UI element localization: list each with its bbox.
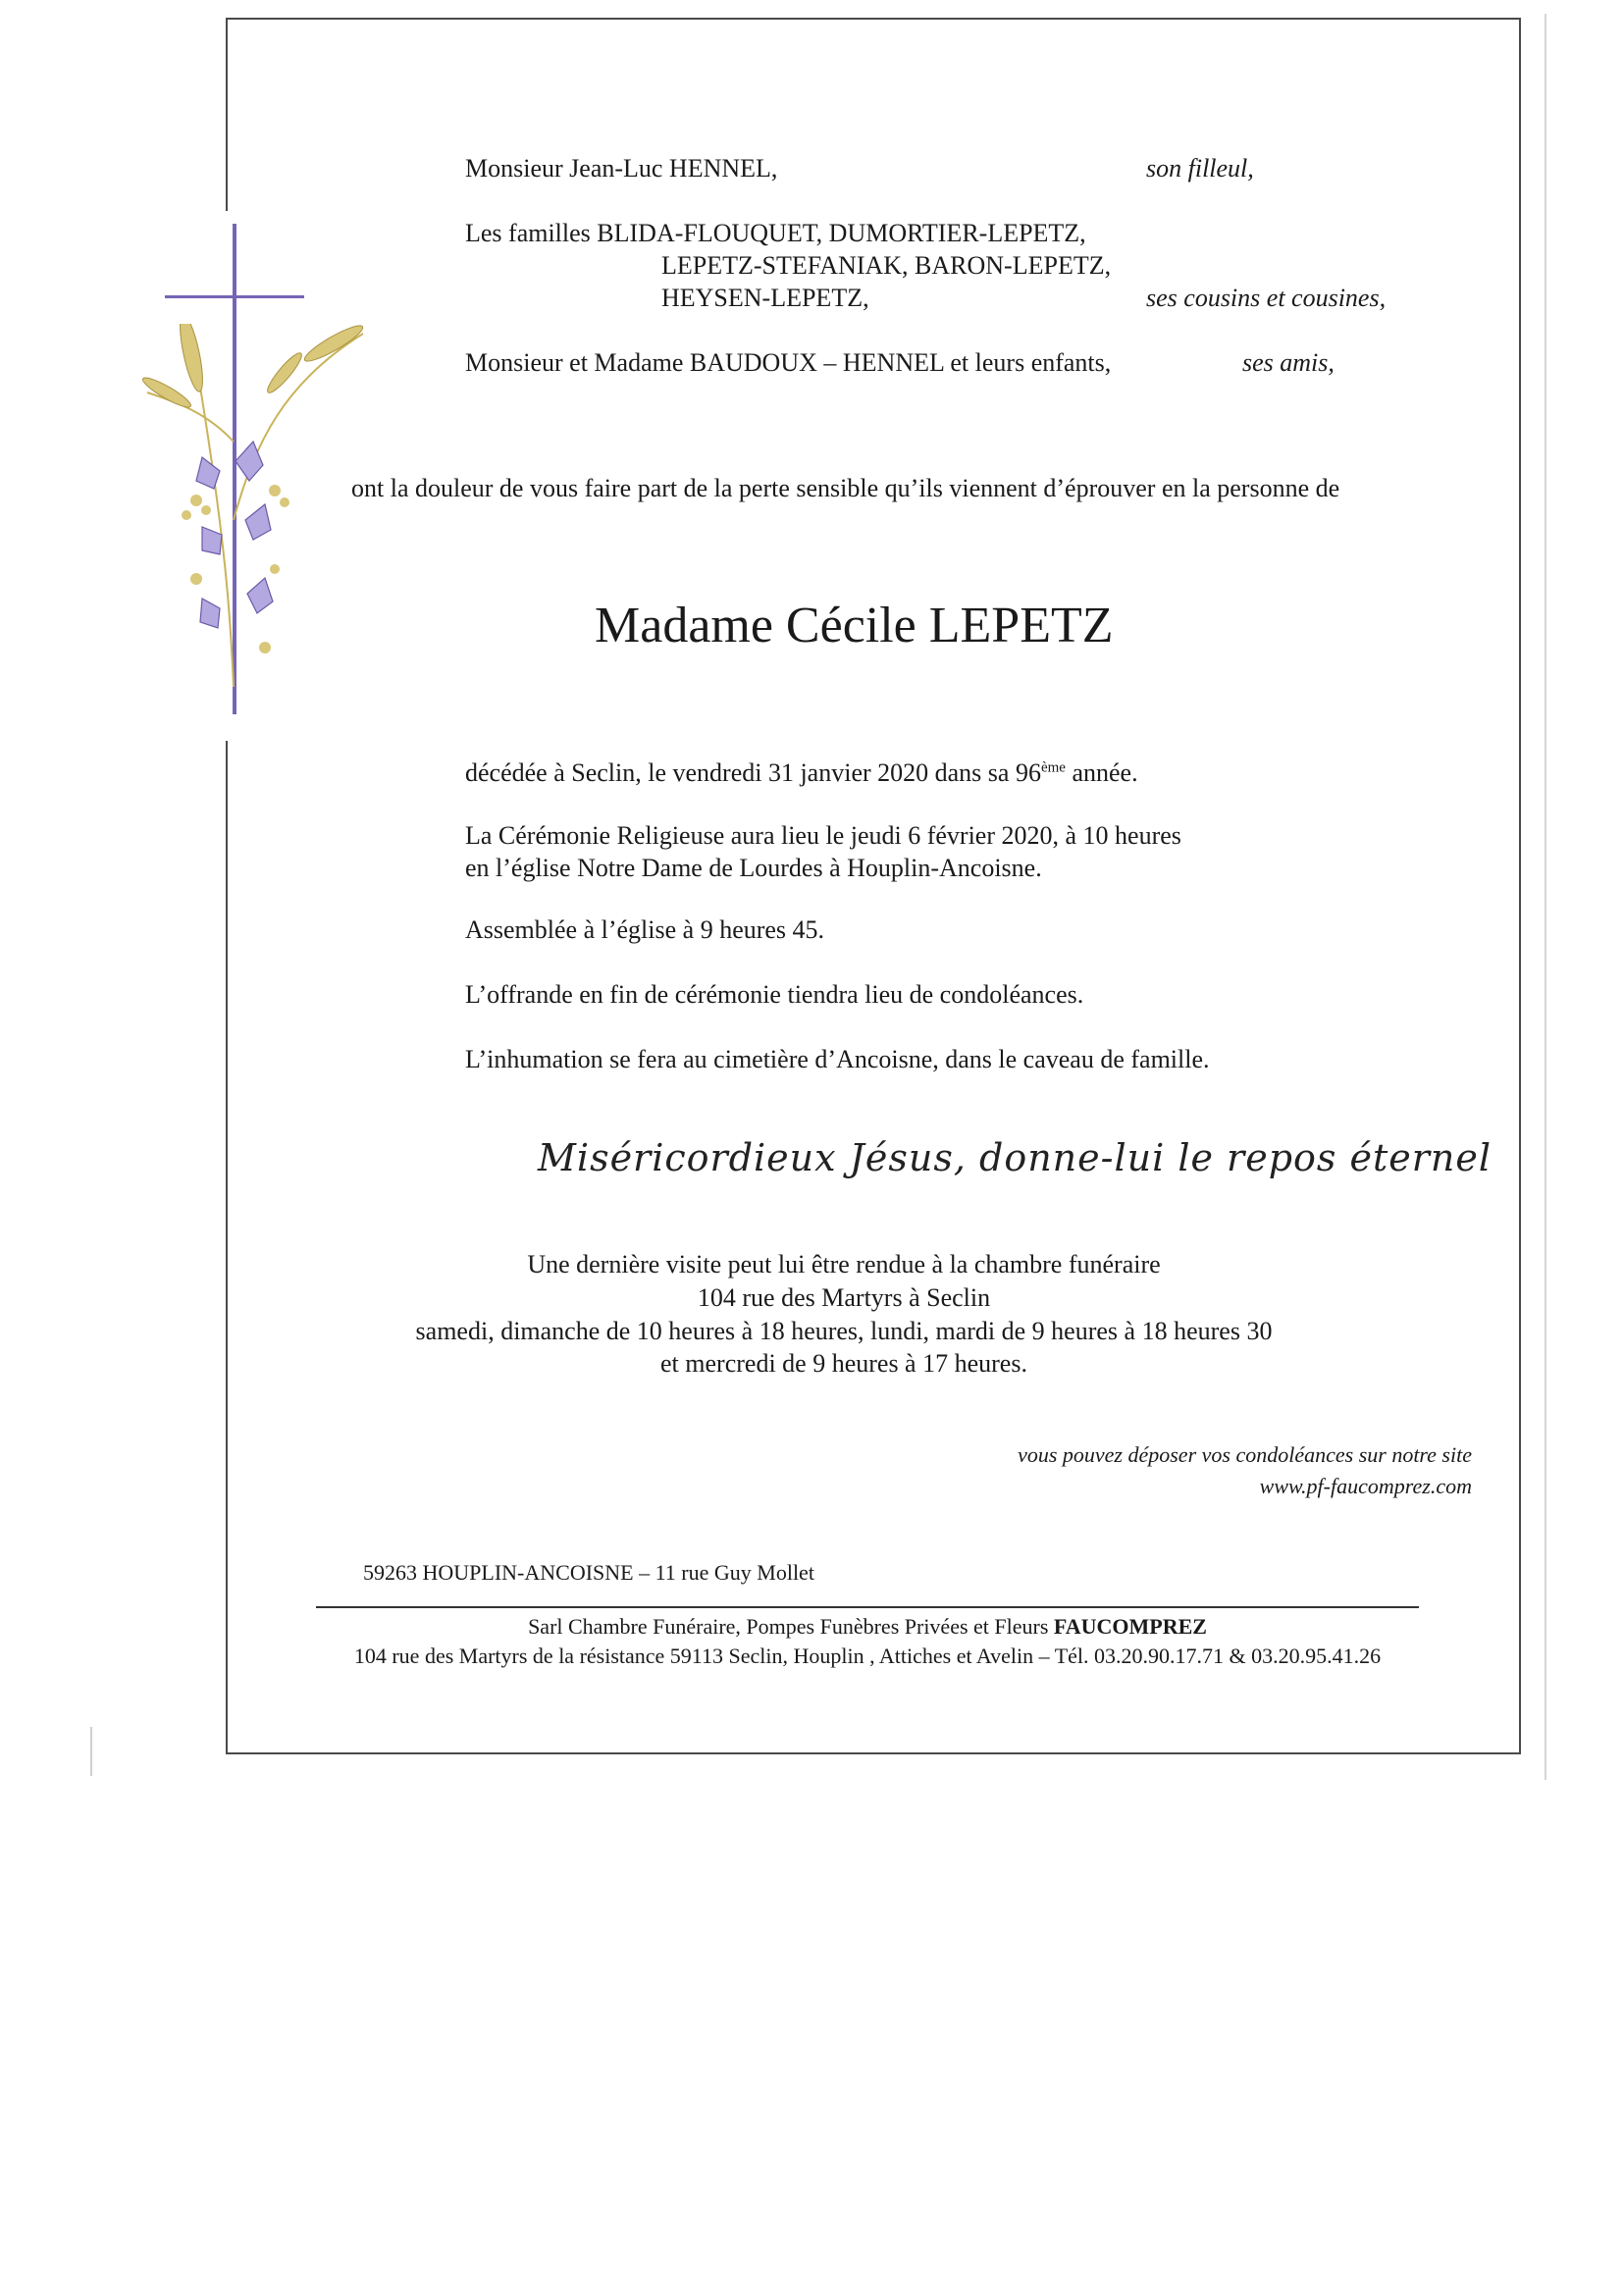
footer-address: 104 rue des Martyrs de la résistance 59113 Seclin, Houplin , Attiches et Avelin – Tél. 03.20.90.17.71 & 03.20.95.41.26	[353, 1644, 1382, 1668]
burial-line: L’inhumation se fera au cimetière d’Ancoisne, dans le caveau de famille.	[465, 1045, 1210, 1073]
family-relation-1: son filleul,	[1146, 154, 1254, 183]
family-line-2: Les familles BLIDA-FLOUQUET, DUMORTIER-LEPETZ,	[465, 219, 1086, 247]
condolences-line: vous pouvez déposer vos condoléances sur notre site	[1018, 1442, 1472, 1467]
death-line: décédée à Seclin, le vendredi 31 janvier 2020 dans sa 96ème année.	[465, 758, 1138, 787]
footer-company: Sarl Chambre Funéraire, Pompes Funèbres Privées et Fleurs FAUCOMPREZ	[528, 1614, 1207, 1639]
address-line: 59263 HOUPLIN-ANCOISNE – 11 rue Guy Mollet	[363, 1560, 814, 1585]
family-line-4: HEYSEN-LEPETZ,	[661, 284, 869, 312]
scan-edge-left	[90, 1727, 92, 1776]
offering-line: L’offrande en fin de cérémonie tiendra lieu de condoléances.	[465, 980, 1084, 1009]
cross-icon-horizontal	[165, 295, 304, 298]
family-line-1: Monsieur Jean-Luc HENNEL,	[465, 154, 778, 183]
family-line-5: Monsieur et Madame BAUDOUX – HENNEL et leurs enfants,	[465, 348, 1112, 377]
visit-block	[324, 1248, 1364, 1381]
visit-line-1: Une dernière visite peut lui être rendue à la chambre funéraire	[527, 1250, 1161, 1278]
assembly-line: Assemblée à l’église à 9 heures 45.	[465, 915, 825, 944]
family-relation-5: ses amis,	[1242, 348, 1335, 377]
deceased-name: Madame Cécile LEPETZ	[595, 598, 1114, 653]
visit-line-4: et mercredi de 9 heures à 17 heures.	[660, 1349, 1027, 1379]
visit-line-3: samedi, dimanche de 10 heures à 18 heures, lundi, mardi de 9 heures à 18 heures 30	[415, 1316, 1273, 1345]
family-line-3: LEPETZ-STEFANIAK, BARON-LEPETZ,	[661, 251, 1112, 280]
visit-line-2: 104 rue des Martyrs à Seclin	[697, 1282, 991, 1312]
prayer-text: Miséricordieux Jésus, donne-lui le repos éternel	[538, 1136, 1492, 1179]
scan-edge-right	[1544, 14, 1546, 1780]
family-relation-4: ses cousins et cousines,	[1146, 284, 1387, 312]
announcement-text: ont la douleur de vous faire part de la perte sensible qu’ils viennent d’éprouver en la personne de	[351, 474, 1340, 502]
wheat-flower-decoration-icon	[137, 324, 393, 697]
ceremony-line-2: en l’église Notre Dame de Lourdes à Houplin-Ancoisne.	[465, 854, 1042, 882]
website-link[interactable]: www.pf-faucomprez.com	[1259, 1474, 1472, 1498]
ceremony-line-1: La Cérémonie Religieuse aura lieu le jeudi 6 février 2020, à 10 heures	[465, 821, 1181, 850]
footer-divider	[316, 1606, 1419, 1608]
